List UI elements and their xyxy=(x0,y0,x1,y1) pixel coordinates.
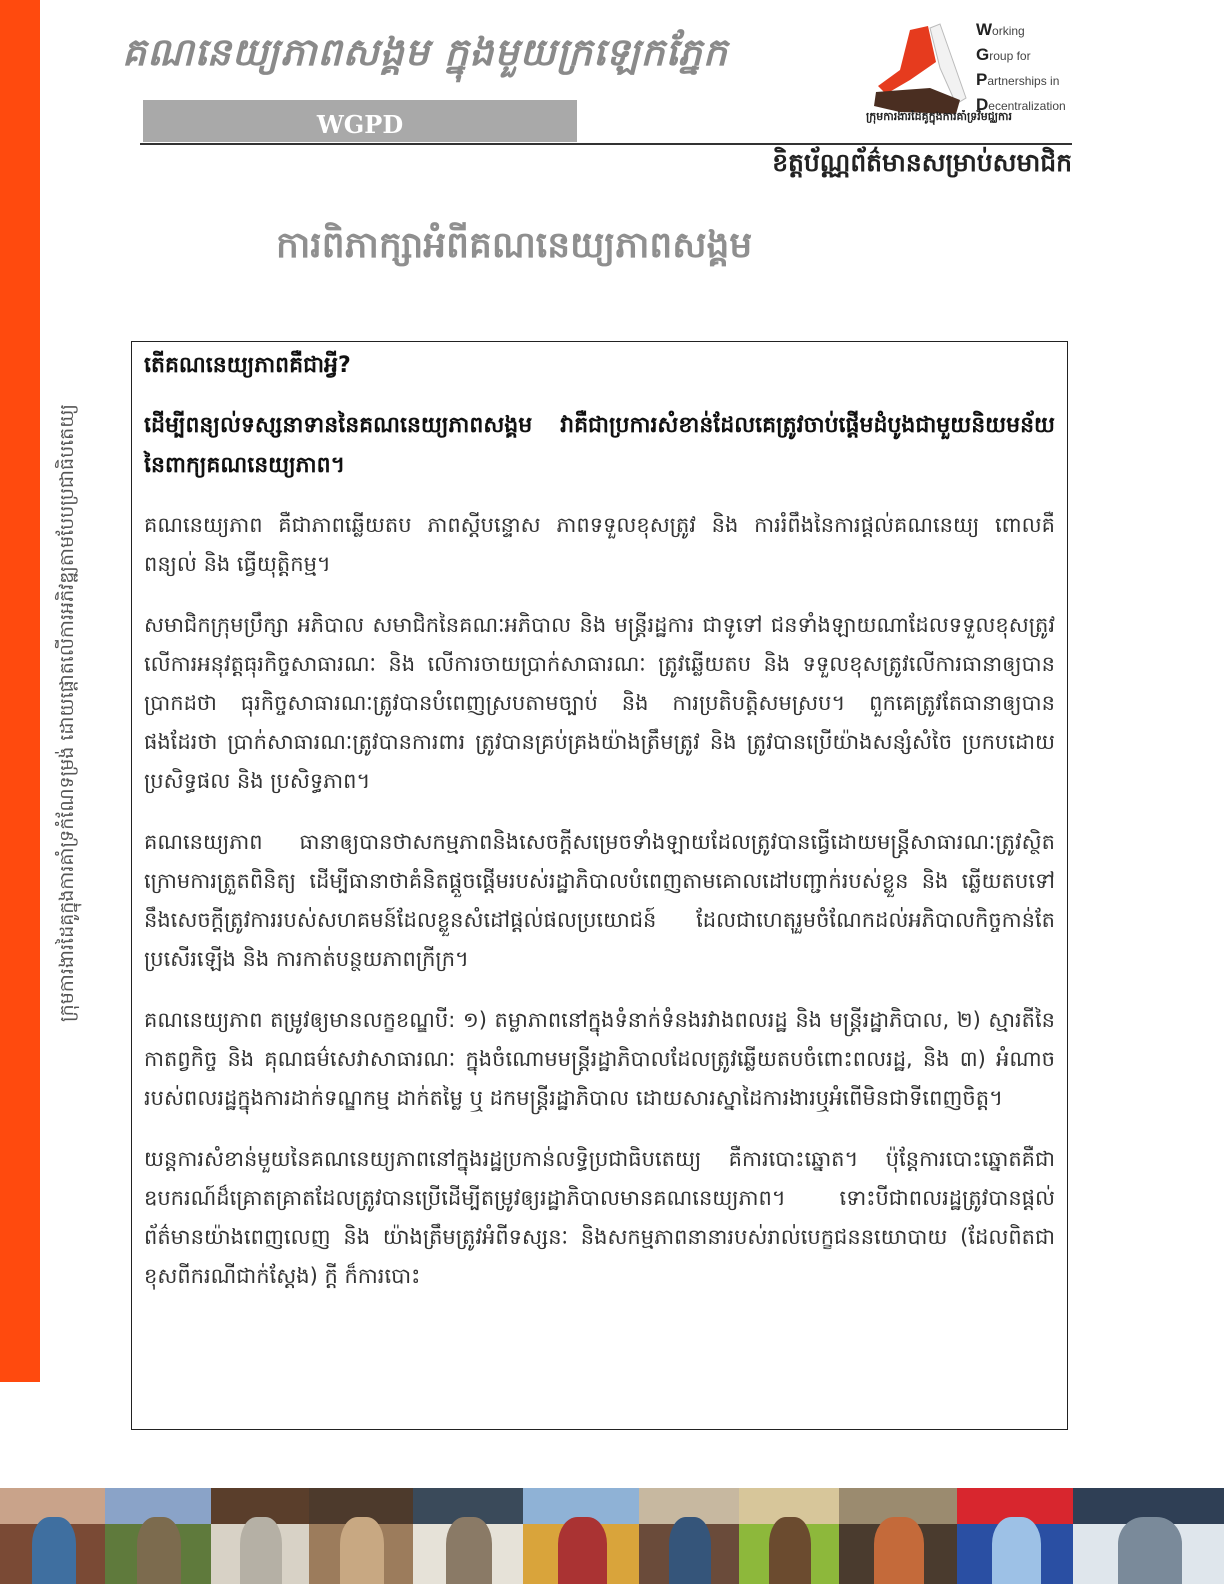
sidebar-vertical-label: ក្រុមការងារដៃគូក្នុងការគាំទ្រកំណែទម្រង់ ដោយផ្តោតលើការអភិវឌ្ឍតាមបែបប្រជាធិបតេយ្យ xyxy=(56,404,78,1022)
photo-worker xyxy=(309,1488,413,1584)
logo-line-decentralization: Decentralization xyxy=(976,95,1066,114)
photo-classroom-subject xyxy=(240,1517,281,1584)
photo-villagers xyxy=(639,1488,739,1584)
paragraph-elections: យន្តការសំខាន់មួយនៃគណនេយ្យភាពនៅក្នុងរដ្ឋប្រកាន់លទ្ធិប្រជាធិបតេយ្យ គឺការបោះឆ្នោត។ ប៉ុន្តែការបោះឆ្នោតគឺជាឧបករណ៍ដ៏គ្រោតគ្រាតដែលត្រូវបានប្រើដើម្បីតម្រូវឲ្យរដ្ឋាភិបាលមានគណនេយ្យភាព។ ទោះបីជាពលរដ្ឋត្រូវបានផ្តល់ព័ត៌មានយ៉ាងពេញលេញ និង យ៉ាងត្រឹមត្រូវអំពីទស្សនៈ និងសកម្មភាពនានារបស់រាល់បេក្ខជននយោបាយ (ដែលពិតជាខុសពីករណីជាក់ស្តែង) ក្តី ក៏ការបោះ xyxy=(144,1147,1055,1288)
article-box xyxy=(131,341,1068,1430)
sidebar-accent-bar xyxy=(0,0,40,1382)
photo-temple-ruins-subject xyxy=(137,1517,182,1584)
logo-line-working: Working xyxy=(976,20,1025,39)
photo-temple-ruins xyxy=(105,1488,211,1584)
paragraph-responsibility: សមាជិកក្រុមប្រឹក្សា អភិបាល សមាជិកនៃគណៈអភិបាល និង មន្ត្រីរដ្ឋការ ជាទូទៅ ជនទាំងឡាយណាដែលទទួលខុសត្រូវលើការអនុវត្តធុរកិច្ចសាធារណៈ និង លើការចាយប្រាក់សាធារណៈ ត្រូវឆ្លើយតប និង ទទួលខុសត្រូវលើការធានាឲ្យបានប្រាកដថា ធុរកិច្ចសាធារណៈត្រូវបានបំពេញស្របតាមច្បាប់ និង ការប្រតិបត្តិសមស្រប។ ពួកគេត្រូវតែធានាឲ្យបានផងដែរថា ប្រាក់សាធារណៈត្រូវបានការពារ ត្រូវបានគ្រប់គ្រងយ៉ាងត្រឹមត្រូវ និង ត្រូវបានប្រើយ៉ាងសន្សំសំចៃ ប្រកបដោយប្រសិទ្ធផល និង ប្រសិទ្ធភាព។ xyxy=(144,613,1055,793)
paragraph-oversight: គណនេយ្យភាព ធានាឲ្យបានថាសកម្មភាពនិងសេចក្តីសម្រេចទាំងឡាយដែលត្រូវបានធ្វើដោយមន្ត្រីសាធារណៈត្រូវស្ថិតក្រោមការត្រួតពិនិត្យ ដើម្បីធានាថាគំនិតផ្តួចផ្តើមរបស់រដ្ឋាភិបាលបំពេញតាមគោលដៅបញ្ជាក់របស់ខ្លួន និង ឆ្លើយតបទៅនឹងសេចក្តីត្រូវការរបស់សហគមន៍ដែលខ្លួនសំដៅផ្តល់ផលប្រយោជន៍ ដែលជាហេតុរួមចំណែកដល់អភិបាលកិច្ចកាន់តែប្រសើរឡើង និង ការកាត់បន្ថយភាពក្រីក្រ។ xyxy=(144,830,1055,971)
question-heading: តើគណនេយ្យភាពគឺជាអ្វី? xyxy=(144,353,351,378)
photo-market-fruit xyxy=(739,1488,839,1584)
photo-officials xyxy=(1073,1488,1224,1584)
photo-children xyxy=(0,1488,105,1584)
paragraph-definition: គណនេយ្យភាព គឺជាភាពឆ្លើយតប ភាពស្តីបន្ទោស ភាពទទួលខុសត្រូវ និង ការរំពឹងនៃការផ្តល់គណនេយ្យ ពោលគឺ ពន្យល់ និង ធ្វើយុត្តិកម្ម។ xyxy=(144,513,1055,576)
photo-market-fruit-subject xyxy=(769,1517,811,1584)
photo-strip xyxy=(0,1488,1224,1584)
photo-worker-subject xyxy=(340,1517,384,1584)
photo-children-subject xyxy=(32,1517,76,1584)
photo-meeting xyxy=(413,1488,523,1584)
photo-classroom xyxy=(211,1488,309,1584)
paragraph-conditions: គណនេយ្យភាព តម្រូវឲ្យមានលក្ខខណ្ឌបី: ១) តម្លាភាពនៅក្នុងទំនាក់ទំនងរវាងពលរដ្ឋ និង មន្ត្រីរដ្ឋាភិបាល, ២) ស្មារតីនៃកាតព្វកិច្ច និង គុណធម៌សេវាសាធារណៈ ក្នុងចំណោមមន្ត្រីរដ្ឋាភិបាលដែលត្រូវឆ្លើយតបចំពោះពលរដ្ឋ, និង ៣) អំណាចរបស់ពលរដ្ឋក្នុងការដាក់ទណ្ឌកម្ម ដាក់តម្លៃ ឬ ដកមន្ត្រីរដ្ឋាភិបាល ដោយសារស្នាដៃការងារឬអំពើមិនជាទីពេញចិត្ត។ xyxy=(144,1008,1055,1110)
bulletin-label: ខិត្តប័ណ្ណព័ត៌មានសម្រាប់សមាជិក xyxy=(772,148,1072,177)
header-divider xyxy=(140,143,1072,145)
sidebar-vertical-text xyxy=(44,38,90,1388)
newsletter-title: គណនេយ្យភាពសង្គម ក្នុងមួយក្រឡេកភ្នែក xyxy=(122,30,728,74)
photo-pagoda xyxy=(523,1488,639,1584)
photo-villagers-subject xyxy=(669,1517,711,1584)
photo-cambodian-flag-subject xyxy=(992,1517,1041,1584)
org-abbreviation-bar: WGPD xyxy=(143,100,577,142)
logo-wordmark xyxy=(976,18,1080,118)
photo-cambodian-flag xyxy=(957,1488,1073,1584)
photo-meeting-subject xyxy=(446,1517,492,1584)
logo-line-group: Group for xyxy=(976,45,1031,64)
photo-crowd xyxy=(839,1488,957,1584)
hands-logo-icon xyxy=(870,22,970,117)
logo-khmer-tagline: ក្រុមការងារដៃគូក្នុងការគាំទ្រវិមជ្ឈការ xyxy=(866,110,1012,123)
photo-crowd-subject xyxy=(874,1517,924,1584)
intro-paragraph: ដើម្បីពន្យល់ទស្សនាទាននៃគណនេយ្យភាពសង្គម វាគឺជាប្រការសំខាន់ដែលគេត្រូវចាប់ផ្តើមដំបូងជាមួយនិយមន័យនៃពាក្យគណនេយ្យភាព។ xyxy=(144,413,1055,478)
wgpd-logo xyxy=(866,18,1080,130)
main-title: ការពិភាក្សាអំពីគណនេយ្យភាពសង្គម xyxy=(276,225,753,266)
photo-officials-subject xyxy=(1118,1517,1181,1584)
photo-pagoda-subject xyxy=(558,1517,607,1584)
logo-line-partnerships: Partnerships in xyxy=(976,70,1060,89)
